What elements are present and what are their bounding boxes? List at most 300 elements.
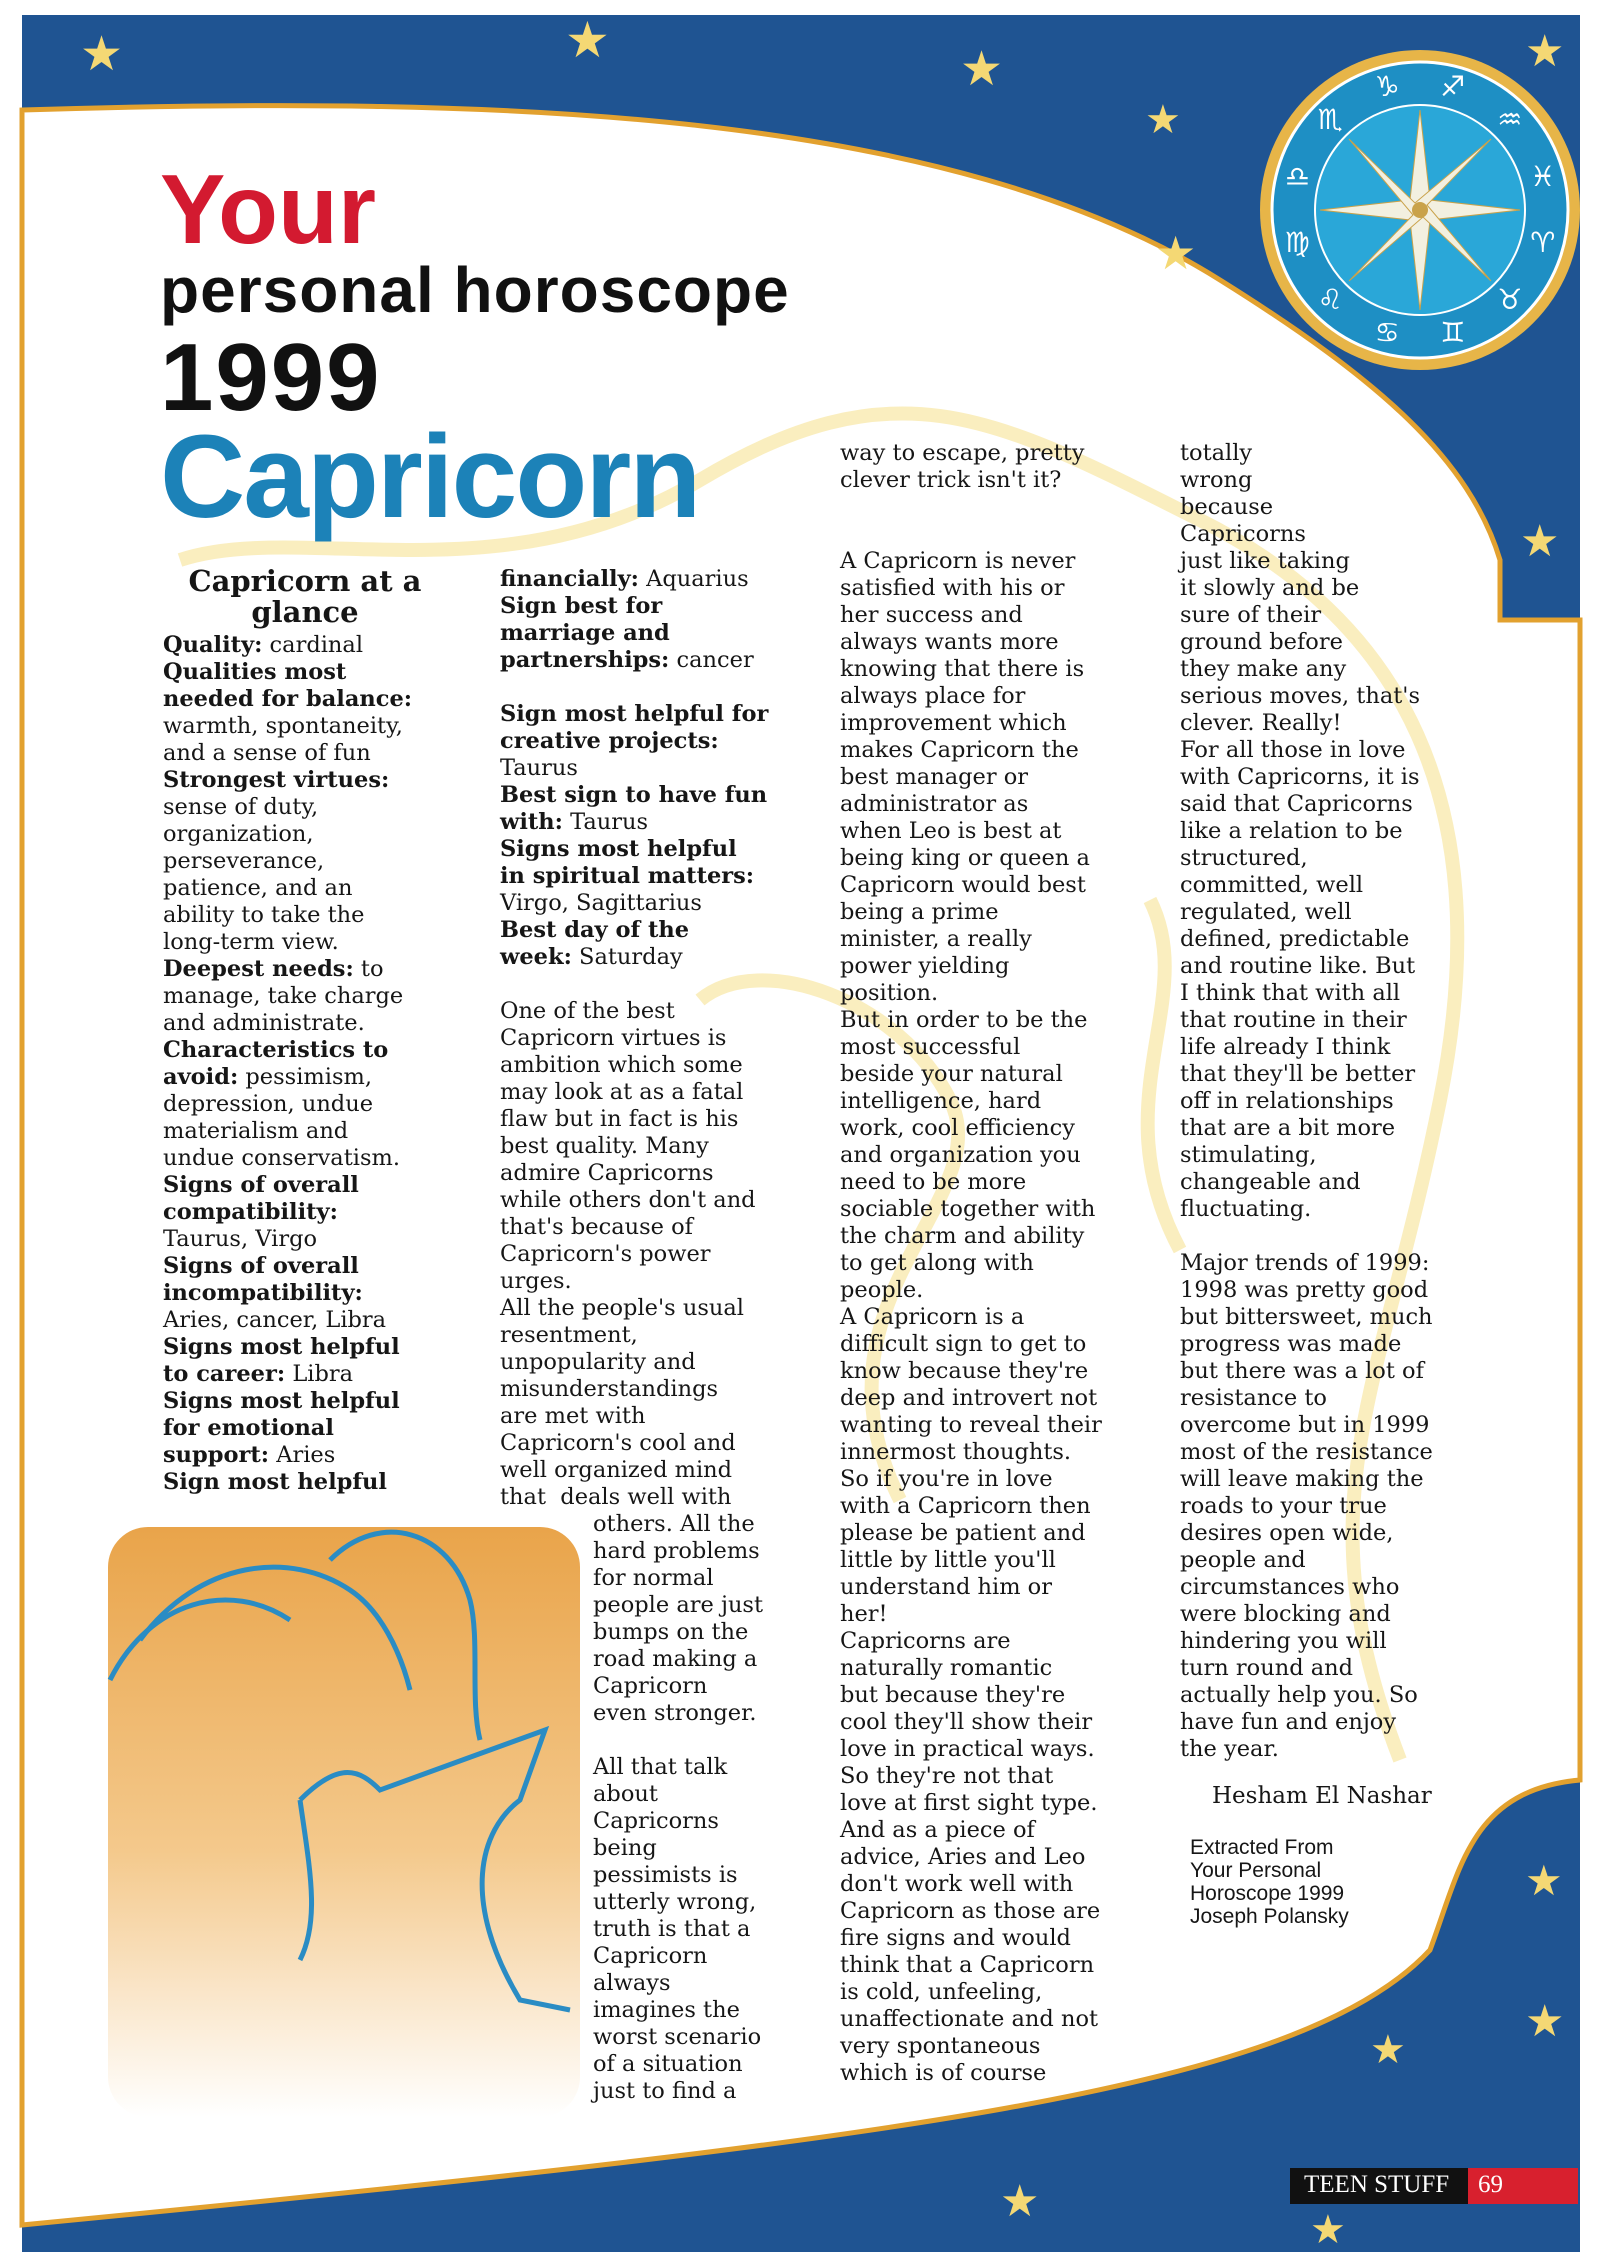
text-line [163,1172,412,1199]
text-line [500,1322,768,1349]
text-line [1180,1736,1433,1763]
column-3-text [840,440,1102,2087]
text: ambition which some [500,1052,743,1078]
text: others. All the [593,1511,755,1537]
text-line [500,1619,768,1646]
text-line [500,593,768,620]
column-2-text [500,566,768,2105]
label-bold: support: [163,1442,270,1468]
text: pessimism, [238,1064,372,1090]
text: changeable and [1180,1169,1361,1195]
text: always [593,1970,671,1996]
text: minister, a really [840,926,1032,952]
text-line [500,1457,768,1484]
text-line [840,1007,1102,1034]
text-line [500,1538,768,1565]
text: naturally romantic [840,1655,1053,1681]
text-line [840,1304,1102,1331]
text-line [840,1169,1102,1196]
text-line [840,1520,1102,1547]
text-line [163,1334,412,1361]
label-bold: Sign best for [500,593,663,619]
text: people. [840,1277,924,1303]
text-line [500,1214,768,1241]
text-line [840,1088,1102,1115]
text-line [840,548,1102,575]
label-bold: partnerships: [500,647,670,673]
text-line [500,1781,768,1808]
text: All the people's usual [500,1295,744,1321]
text: and organization you [840,1142,1081,1168]
text: always wants more [840,629,1059,655]
text: don't work well with [840,1871,1074,1897]
label-bold: week: [500,944,572,970]
text: advice, Aries and Leo [840,1844,1086,1870]
text: her! [840,1601,888,1627]
text-line [163,1253,412,1280]
text-line [1180,494,1433,521]
zodiac-symbol-icon: ♓ [1530,160,1556,194]
text: committed, well [1180,872,1364,898]
text-line [500,1943,768,1970]
text: ability to take the [163,902,365,928]
text: understand him or [840,1574,1052,1600]
text-line [840,440,1102,467]
text: Taurus, Virgo [163,1226,318,1252]
text-line [500,620,768,647]
text: Aries [269,1442,336,1468]
text: Capricorn virtues is [500,1025,727,1051]
text-line [840,1601,1102,1628]
text-line [1180,1277,1433,1304]
text: of a situation [593,2051,743,2077]
text: know because they're [840,1358,1089,1384]
text-line [1180,1088,1433,1115]
text-line [1180,629,1433,656]
text-line [1180,1304,1433,1331]
text: circumstances who [1180,1574,1400,1600]
text: well organized mind [500,1457,733,1483]
text-line [500,2051,768,2078]
text: flaw but in fact is his [500,1106,739,1132]
text-line [840,467,1102,494]
text: Saturday [571,944,683,970]
text-line [840,1385,1102,1412]
star-icon: ★ [1000,2176,1040,2227]
text-line [1180,845,1433,872]
text-line [500,1295,768,1322]
star-icon: ★ [1525,1856,1563,1905]
text: life already I think [1180,1034,1391,1060]
text: just like taking [1180,548,1350,574]
text-line [163,1226,412,1253]
text: warmth, spontaneity, [163,713,403,739]
label-bold: for emotional [163,1415,334,1441]
text: they make any [1180,656,1347,682]
text: perseverance, [163,848,325,874]
text: little by little you'll [840,1547,1056,1573]
text: resentment, [500,1322,638,1348]
text-line [840,791,1102,818]
text: innermost thoughts. [840,1439,1072,1465]
text: A Capricorn is never [840,548,1076,574]
column-4-text [1180,440,1433,1763]
text-line [163,1280,412,1307]
text: deep and introvert not [840,1385,1098,1411]
text: Capricorns [593,1808,719,1834]
text: progress was made [1180,1331,1402,1357]
text-line [500,1052,768,1079]
text: unaffectionate and not [840,2006,1099,2032]
text: But in order to be the [840,1007,1088,1033]
text: Major trends of 1999: [1180,1250,1430,1276]
text-line [840,1493,1102,1520]
text: For all those in love [1180,737,1406,763]
text: Aries, cancer, Libra [163,1307,387,1333]
text: administrator as [840,791,1029,817]
text-line [840,1709,1102,1736]
zodiac-symbol-icon: ♏ [1317,103,1343,137]
text-line [163,659,412,686]
text-line [163,1199,412,1226]
text-line [1180,1169,1433,1196]
text-line [1180,953,1433,980]
text-line [163,1010,412,1037]
text-line [163,1118,412,1145]
label-bold: with: [500,809,563,835]
text: people and [1180,1547,1306,1573]
text: turn round and [1180,1655,1354,1681]
text-line [500,1160,768,1187]
text: love in practical ways. [840,1736,1095,1762]
text: sure of their [1180,602,1322,628]
label-bold: Best sign to have fun [500,782,768,808]
text: just to find a [593,2078,737,2104]
zodiac-symbol-icon: ♌ [1317,282,1343,316]
text: Capricorn [593,1943,708,1969]
credit-line: Your Personal [1190,1859,1322,1882]
text: roads to your true [1180,1493,1387,1519]
text: always place for [840,683,1026,709]
text-line [500,1646,768,1673]
text-line [840,1223,1102,1250]
text-line [500,728,768,755]
text: Capricorn as those are [840,1898,1101,1924]
text-line [1180,1709,1433,1736]
text-line [840,1034,1102,1061]
text: her success and [840,602,1023,628]
text-line [1180,1223,1433,1250]
text-line [840,1979,1102,2006]
text-line [500,1889,768,1916]
star-icon: ★ [1310,2207,1346,2253]
text: fire signs and would [840,1925,1071,1951]
text-line [840,1466,1102,1493]
text-line [840,1844,1102,1871]
star-icon: ★ [960,41,1004,97]
text: materialism and [163,1118,349,1144]
label-bold: Signs most helpful [163,1334,400,1360]
text-line [840,1790,1102,1817]
text: clever. Really! [1180,710,1342,736]
text-line [1180,1601,1433,1628]
text-line [840,629,1102,656]
star-icon: ★ [565,11,610,69]
text: depression, undue [163,1091,374,1117]
label-bold: creative projects: [500,728,719,754]
text: 1998 was pretty good [1180,1277,1429,1303]
text: power yielding [840,953,1010,979]
text-line [1180,656,1433,683]
text-line [500,836,768,863]
text: And as a piece of [840,1817,1035,1843]
text-line [1180,1547,1433,1574]
text-line [500,863,768,890]
text: organization, [163,821,314,847]
page-footer [1290,2168,1578,2204]
label-bold: in spiritual matters: [500,863,755,889]
text-line [1180,1574,1433,1601]
text: with a Capricorn then [840,1493,1091,1519]
text-line [500,1025,768,1052]
zodiac-symbol-icon: ♉ [1497,282,1523,316]
text-line [1180,1034,1433,1061]
text-line [840,1331,1102,1358]
text: because [1180,494,1274,520]
text-line [163,1361,412,1388]
text-line [1180,1358,1433,1385]
text: to get along with [840,1250,1034,1276]
zodiac-wheel-icon [1255,45,1585,375]
text: actually help you. So [1180,1682,1418,1708]
text-line [500,971,768,998]
text: beside your natural [840,1061,1063,1087]
text-line [500,1700,768,1727]
label-bold: Quality: [163,632,263,658]
label-bold: Qualities most [163,659,347,685]
text-line [1180,548,1433,575]
text: will leave making the [1180,1466,1424,1492]
text: wrong [1180,467,1253,493]
label-bold: Best day of the [500,917,690,943]
text: misunderstandings [500,1376,719,1402]
text: most successful [840,1034,1021,1060]
text-line [163,956,412,983]
text-line [840,1277,1102,1304]
text: All that talk [593,1754,728,1780]
text-line [1180,1196,1433,1223]
label-bold: Characteristics to [163,1037,389,1063]
text-line [500,566,768,593]
title-subtitle: personal horoscope [160,254,790,326]
text-line [840,845,1102,872]
text-line [840,1952,1102,1979]
text: ground before [1180,629,1343,655]
text: truth is that a [593,1916,751,1942]
text-line [500,1997,768,2024]
text-line [500,1511,768,1538]
text-line [163,929,412,956]
text-line [163,902,412,929]
text-line [840,1682,1102,1709]
text: cool they'll show their [840,1709,1093,1735]
text-line [163,1415,412,1442]
text-line [840,1574,1102,1601]
zodiac-symbol-icon: ♐ [1440,70,1466,104]
text-line [840,764,1102,791]
credit-line: Extracted From [1190,1836,1334,1859]
glance-heading: Capricorn at a glance [188,564,422,629]
label-bold: Signs of overall [163,1172,359,1198]
text-line [500,1970,768,1997]
text-line [1180,521,1433,548]
star-icon: ★ [80,26,124,82]
label-bold: Signs most helpful [500,836,737,862]
text-line [840,872,1102,899]
text: best quality. Many [500,1133,709,1159]
text-line [840,1142,1102,1169]
text: most of the resistance [1180,1439,1433,1465]
text: Virgo, Sagittarius [500,890,702,916]
text: bumps on the [593,1619,749,1645]
text-line [840,1655,1102,1682]
text-line [500,1592,768,1619]
text: imagines the [593,1997,740,2023]
text-line [500,2024,768,2051]
text: Capricorn would best [840,872,1086,898]
text: being king or queen a [840,845,1090,871]
text: but there was a lot of [1180,1358,1424,1384]
magazine-name: TEEN STUFF [1290,2168,1468,2204]
star-icon: ★ [1155,226,1197,280]
zodiac-symbol-icon: ♎ [1284,160,1310,194]
text: off in relationships [1180,1088,1394,1114]
text-line [163,821,412,848]
title-your: Your [160,154,376,264]
text-line [500,2078,768,2105]
text: difficult sign to get to [840,1331,1087,1357]
text-line [840,2060,1102,2087]
text-line [840,953,1102,980]
zodiac-symbol-icon: ♑ [1374,70,1400,104]
star-icon: ★ [1520,516,1560,567]
text: people are just [593,1592,764,1618]
author-byline: Hesham El Nashar [1212,1783,1432,1809]
text-line [840,1439,1102,1466]
text-line [840,1763,1102,1790]
zodiac-symbol-icon: ♍ [1284,225,1310,259]
text-line [1180,872,1433,899]
text-line [840,1628,1102,1655]
text: are met with [500,1403,646,1429]
text-line [840,1115,1102,1142]
text-line [163,1064,412,1091]
text-line [163,1388,412,1415]
credit-line: Joseph Polansky [1190,1905,1349,1928]
text: So they're not that [840,1763,1054,1789]
text-line [1180,1520,1433,1547]
text-line [840,710,1102,737]
text: regulated, well [1180,899,1352,925]
text: I think that with all [1180,980,1401,1006]
label-bold: Signs of overall [163,1253,359,1279]
text-line [500,1835,768,1862]
text-line [163,1037,412,1064]
text: need to be more [840,1169,1027,1195]
text: please be patient and [840,1520,1086,1546]
text: stimulating, [1180,1142,1317,1168]
text-line [500,1079,768,1106]
text: while others don't and [500,1187,756,1213]
text: when Leo is best at [840,818,1062,844]
text-line [500,1727,768,1754]
text-line [163,767,412,794]
source-credit [1190,1836,1349,1928]
text-line [840,1412,1102,1439]
text-line [500,1808,768,1835]
text: love at first sight type. [840,1790,1098,1816]
text-line [163,983,412,1010]
zodiac-symbol-icon: ♊ [1440,315,1466,349]
text: makes Capricorn the [840,737,1079,763]
text: but bittersweet, much [1180,1304,1433,1330]
star-icon: ★ [1145,97,1181,143]
text: position. [840,980,939,1006]
text-line [840,1547,1102,1574]
text: unpopularity and [500,1349,696,1375]
text-line [1180,1682,1433,1709]
text-line [500,944,768,971]
text-line [500,647,768,674]
text: that they'll be better [1180,1061,1416,1087]
text-line [500,917,768,944]
text-line [1180,1655,1433,1682]
text: being a prime [840,899,999,925]
text: utterly wrong, [593,1889,757,1915]
text-line [840,1061,1102,1088]
text-line [500,701,768,728]
text-line [500,1565,768,1592]
text: patience, and an [163,875,353,901]
text: long-term view. [163,929,339,955]
text: A Capricorn is a [840,1304,1025,1330]
label-bold: Signs most helpful [163,1388,400,1414]
text: Capricorn [593,1673,708,1699]
text: pessimists is [593,1862,738,1888]
zodiac-symbol-icon: ♈ [1530,225,1556,259]
text-line [840,899,1102,926]
text-line [1180,791,1433,818]
text: Taurus [500,755,578,781]
text: sociable together with [840,1196,1096,1222]
text: for normal [593,1565,714,1591]
text-line [500,1484,768,1511]
text: hindering you will [1180,1628,1387,1654]
text: Taurus [562,809,649,835]
text-line [163,875,412,902]
text: Capricorn's cool and [500,1430,736,1456]
text: very spontaneous [840,2033,1041,2059]
text: desires open wide, [1180,1520,1394,1546]
label-bold: marriage and [500,620,670,646]
text: which is of course [840,2060,1047,2086]
text: satisfied with his or [840,575,1065,601]
text: Capricorns [1180,521,1306,547]
text: about [593,1781,658,1807]
text-line [840,1358,1102,1385]
text-line [500,1187,768,1214]
text: One of the best [500,998,675,1024]
